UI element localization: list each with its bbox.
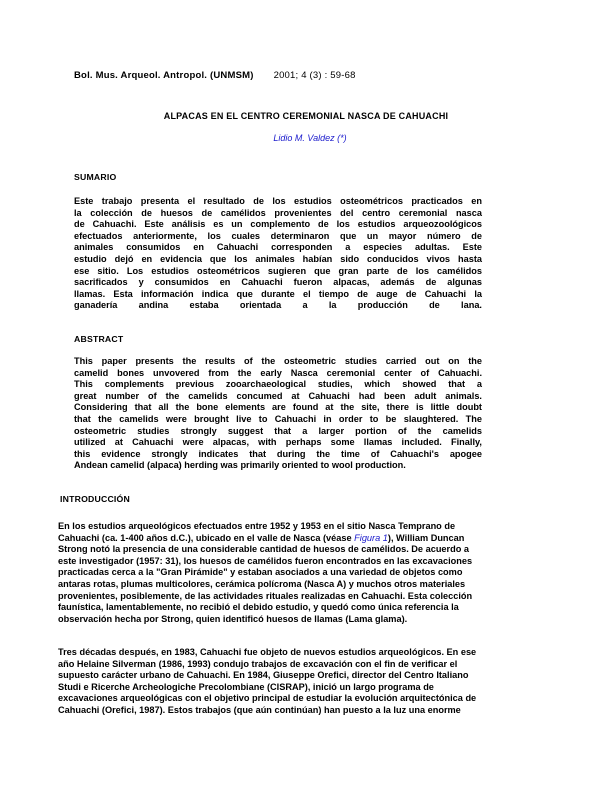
intro-line: Strong notó la presencia de una considerable cantidad de huesos de camélidos. De acuerdo a [58,544,469,555]
intro-line: este investigador (1957: 31), los huesos de camélidos fueron encontrados en las excavaciones [58,555,473,566]
intro-line: año Helaine Silverman (1986, 1993) condujo trabajos de excavación con el fin de verificar el [58,658,458,669]
journal-name: Bol. Mus. Arqueol. Antropol. (UNMSM) [74,70,254,81]
intro-line: provenientes, posiblemente, de las actividades rituales realizadas en Cahuachi. Esta colección [58,590,473,601]
intro-text: Cahuachi (ca. 1-400 años d.C.), ubicado en el valle de Nasca (véase [58,532,355,543]
abstract-line: This complements previous zooarchaeological studies, which showed that a [74,379,482,390]
journal-citation: 2001; 4 (3) : 59-68 [273,70,356,81]
abstract-line: utilized at Cahuachi were alpacas, with perhaps some llamas included. Finally, [74,437,482,448]
sumario-heading: SUMARIO [74,172,117,182]
intro-line: Studi e Ricerche Archeologiche Precolombiane (CISRAP), inició un largo programa de [58,681,434,692]
introduccion-heading: INTRODUCCIÓN [60,494,130,504]
intro-line: practicadas cerca a la "Gran Pirámide" y estaban asociados a una variedad de objetos como [58,567,463,578]
abstract-heading: ABSTRACT [74,334,124,344]
article-author-link[interactable]: Lidio M. Valdez (*) [273,133,347,143]
sumario-line: llamas. Esta información indica que durante el tiempo de auge de Cahuachi la [74,288,482,299]
sumario-paragraph [74,196,482,312]
intro-line: antaras rotas, plumas multicolores, cerámica polícroma (Nasca A) y muchos otros materiales [58,578,466,589]
abstract-line: osteometric studies strongly suggest that a larger portion of the camelids [74,425,482,436]
abstract-line: Considering that all the bone elements are found at the site, there is little doubt [74,402,482,413]
introduccion-paragraph-2 [58,647,528,717]
intro-line: supuesto carácter urbano de Cahuachi. En 1984, Giuseppe Orefici, director del Centro Italiano [58,670,469,681]
intro-line: Tres décadas después, en 1983, Cahuachi fue objeto de nuevos estudios arqueológicos. En ese [58,647,477,657]
intro-line: faunística, lamentablemente, no recibió el debido estudio, y quedó como única referencia la [58,602,459,613]
sumario-line: de Cahuachi. Este análisis es un complemento de los estudios arqueozoológicos [74,219,482,230]
article-title: ALPACAS EN EL CENTRO CEREMONIAL NASCA DE CAHUACHI [163,111,449,121]
abstract-line: camelid bones unvovered from the early Nasca ceremonial center of Cahuachi. [74,367,482,378]
intro-text: ), William Duncan [387,532,465,543]
sumario-line: efectuados anteriormente, los cuales determinaron que un mayor número de [74,230,482,241]
intro-line-with-figure-link [58,533,528,545]
abstract-line: great number of the camelids concumed at Cahuachi had been adult animals. [74,390,482,401]
sumario-line: ganadería andina estaba orientada a la producción de lana. [74,300,482,311]
sumario-line: sacrificados y consumidos en Cahuachi fueron alpacas, además de algunas [74,277,482,288]
sumario-line: ese sitio. Los estudios osteométricos sugieren que gran parte de los camélidos [74,265,482,276]
intro-line: Cahuachi (Orefici, 1987). Estos trabajos (que aún continúan) han puesto a la luz una enorme [58,704,461,715]
abstract-line: that the camelids were brought live to Cahuachi in order to be slaughtered. The [74,413,482,424]
introduccion-paragraph-1 [58,521,528,625]
sumario-line: estudio dejó en evidencia que los animales habían sido conducidos vivos hasta [74,253,482,264]
figure-1-link[interactable]: Figura 1 [354,532,388,543]
abstract-line: this evidence strongly indicates that during the time of Cahuachi's apogee [74,448,482,459]
abstract-paragraph [74,356,482,472]
intro-line: observación hecha por Strong, quien identificó huesos de llamas (Lama glama). [58,613,408,624]
journal-header [74,70,356,81]
intro-line: En los estudios arqueológicos efectuados entre 1952 y 1953 en el sitio Nasca Temprano de [58,521,456,531]
abstract-line: This paper presents the results of the osteometric studies carried out on the [74,356,482,366]
abstract-line: Andean camelid (alpaca) herding was primarily oriented to wool production. [74,460,406,471]
sumario-line: Este trabajo presenta el resultado de los estudios osteométricos practicados en [74,196,482,206]
sumario-line: animales consumidos en Cahuachi corresponden a especies adultas. Este [74,242,482,253]
intro-line: excavaciones arqueológicas con el objetivo principal de estudiar la evolución arquitectónica de [58,693,477,704]
sumario-line: la colección de huesos de camélidos provenientes del centro ceremonial nasca [74,207,482,218]
